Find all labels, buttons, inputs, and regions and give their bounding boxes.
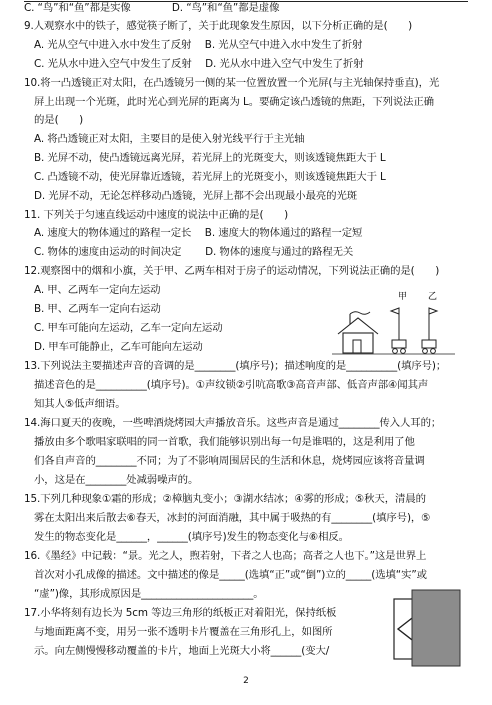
triangle-card-figure [392,589,464,667]
text-line: 17.小华将刻有边长为 5cm 等边三角形的纸板正对着阳光，保持纸板 [24,607,337,619]
text-line: 描述音色的是__________(填序号)。①声纹锁②引吭高歌③高音声部、低音声部④闻其声 [34,379,429,391]
flag-yi [429,308,437,314]
car-yi-wheel-1 [423,349,428,354]
text-line: 11. 下列关于匀速直线运动中速度的说法中正确的是( ) [24,209,289,221]
text-line: A. 速度大的物体通过的路程一定长 B. 速度大的物体通过的路程一定短 [34,227,363,239]
car-yi [422,340,436,348]
house-door [353,340,361,353]
house-cars-figure [330,288,470,360]
text-line: 雾在太阳出来后散去⑥春天，冰封的河面消融，其中属于吸热的有________(填序号)，⑤ [34,512,431,524]
text-line: C. 甲车可能向左运动，乙车一定向左运动 [34,322,223,334]
text-line: 9.人观察水中的铁子，感觉筷子断了，关于此现象发生原因，以下分析正确的是( ) [24,20,413,32]
page-number: 2 [243,676,249,686]
text-line: A. 光从空气中进入水中发生了反射 B. 光从空气中进入水中发生了折射 [34,39,363,51]
text-line: B. 光屏不动，使凸透镜远离光屏，若光屏上的光斑变大，则该透镜焦距大于 L [34,152,386,164]
text-line: “虚”)像，其形成原因是______________________。 [34,588,264,600]
car-jia-wheel-2 [401,349,406,354]
text-line: B. 甲、乙两车一定向右运动 [34,303,161,315]
text-line: C. 物体的速度由运动的时间决定 D. 物体的速度与通过的路程无关 [34,246,354,258]
house-body [343,333,373,353]
text-line: 16.《墨经》中记载：“景。光之人，煦若射，下者之人也高；高者之人也下。”这是世界上 [24,550,427,562]
text-line: 与地面距离不变，用另一张不透明卡片覆盖在三角形孔上，如图所 [34,626,333,638]
car-jia-wheel-1 [393,349,398,354]
text-line: C. 光从水中进入空气中发生了反射 D. 光从水中进入空气中发生了折射 [34,58,364,70]
smoke [350,312,370,315]
text-line: A. 甲、乙两车一定向左运动 [34,284,161,296]
text-line: D. 甲车可能静止，乙车可能向左运动 [34,341,203,353]
text-line: C. “鸟”和“鱼”都是实像 D. “鸟”和“鱼”都是虚像 [24,2,280,14]
cover-card [412,590,460,666]
text-line: 发生的物态变化是______，______(填序号)发生的物态变化与⑥相反。 [34,531,349,543]
car-yi-wheel-2 [431,349,436,354]
text-line: 的是( ) [34,114,84,126]
text-line: 10.将一凸透镜正对太阳，在凸透镜另一侧的某一位置放置一个光屏(与主光轴保持垂直)，光 [24,77,440,89]
text-line: 首次对小孔成像的描述。文中描述的像是_____(选填“正”或“倒”)立的_____(选填“实”或 [34,569,427,581]
text-line: 15.下列几种现象①霜的形成；②樟脑丸变小；③湖水结冰；④雾的形成；⑤秋天，清晨的 [24,493,426,505]
text-line: 们各自声音的________不同；为了不影响周围居民的生活和休息，烧烤园应该将音量调 [34,455,425,467]
car-jia [392,340,406,348]
text-line: 小，这是在________处减弱噪声的。 [34,474,199,486]
house-roof [338,318,378,334]
flag-jia [391,308,399,314]
text-line: D. 光屏不动，无论怎样移动凸透镜，光屏上都不会出现最小最亮的光斑 [34,190,358,202]
text-line: 播放由多个歌唱家联唱的同一首歌，我们能够识别出每一句是谁唱的，这是利用了他 [34,436,415,448]
text-line: 12.观察图中的烟和小旗，关于甲、乙两车相对于房子的运动情况，下列说法正确的是( ) [24,265,440,277]
text-line: 知其人⑤低声细语。 [34,398,126,410]
text-line: A. 将凸透镜正对太阳，主要目的是使入射光线平行于主光轴 [34,133,305,145]
text-line: 屏上出现一个光斑，此时光心到光屏的距离为 L。要确定该凸透镜的焦距，下列说法正确 [34,96,434,108]
text-line: 14.海口夏天的夜晚，一些啤酒烧烤园大声播放音乐。这些声音是通过________传入人耳的； [24,417,442,429]
label-jia: 甲 [398,292,408,302]
text-line: C. 凸透镜不动，使光屏靠近透镜，若光屏上的光斑变小，则该透镜焦距大于 L [34,171,386,183]
label-yi: 乙 [428,292,438,302]
text-line: 13.下列说法主要描述声音的音调的是________(填序号)；描述响度的是__________(填序号)； [24,360,447,372]
text-line: 示。向左侧慢慢移动覆盖的卡片，地面上光斑大小将______(变大/ [34,645,330,657]
